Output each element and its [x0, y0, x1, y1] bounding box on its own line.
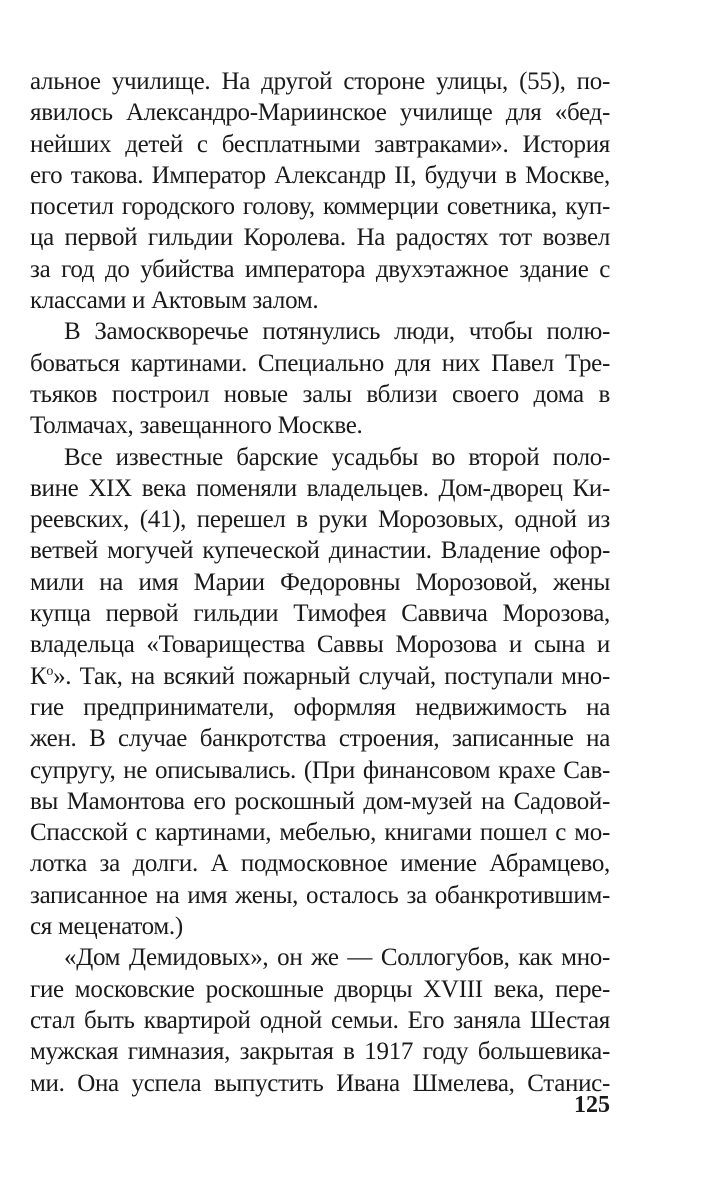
text-line-with-superscript: $К^о$». Так, на всякий пожарный случай, поступали мно- — [30, 662, 610, 690]
text-line: его такова. Император Александр II, будучи в Москве, — [30, 161, 610, 189]
text-line: стал быть квартирой одной семьи. Его заняла Шестая — [30, 1006, 610, 1034]
text-line: владельца «Товарищества Саввы Морозова и сына и — [30, 631, 610, 659]
text-line: жен. В случае банкротства строения, записанные на — [30, 725, 610, 753]
text-line: ца первой гильдии Королева. На радостях тот возвел — [30, 224, 610, 252]
text-line: явилось Александро-Мариинское училище для «бед- — [30, 99, 610, 127]
text-line: лотка за долги. А подмосковное имение Абрамцево, — [30, 850, 610, 878]
text-line: классами и Актовым залом. — [30, 287, 319, 315]
text-line: мили на имя Марии Федоровны Морозовой, жены — [30, 568, 610, 596]
text-line: гие предприниматели, оформляя недвижимость на — [30, 693, 610, 721]
company-abbrev: $К^о$ — [30, 662, 54, 690]
text-line: за год до убийства императора двухэтажное здание с — [30, 255, 610, 283]
text-line: ся меценатом.) — [30, 913, 183, 941]
text-line: боваться картинами. Специально для них Павел Тре- — [30, 349, 610, 377]
text-line: ми. Она успела выпустить Ивана Шмелева, Станис- — [30, 1069, 610, 1097]
text-line: ветвей могучей купеческой династии. Владение офор- — [30, 537, 610, 565]
text-line: гие московские роскошные дворцы XVIII века, пере- — [30, 975, 610, 1003]
text-line: мужская гимназия, закрытая в 1917 году большевика- — [30, 1038, 610, 1066]
text-line: записанное на имя жены, осталось за обанкротившим- — [30, 881, 610, 909]
text-line: купца первой гильдии Тимофея Саввича Морозова, — [30, 600, 610, 628]
page-number: 125 — [574, 1092, 610, 1118]
text-line: супругу, не описывались. (При финансовом крахе Сав- — [30, 756, 610, 784]
text-line: вине XIX века поменяли владельцев. Дом-дворец Ки- — [30, 474, 610, 502]
paragraph-start-line: «Дом Демидовых», он же — Соллогубов, как мно- — [64, 944, 610, 972]
text-line: тьяков построил новые залы вблизи своего дома в — [30, 380, 610, 408]
body-text — [30, 66, 610, 1099]
text-line: вы Мамонтова его роскошный дом-музей на Садовой- — [30, 787, 610, 815]
paragraph-start-line: В Замоскворечье потянулись люди, чтобы полю- — [64, 318, 610, 346]
text-line: реевских, (41), перешел в руки Морозовых, одной из — [30, 506, 610, 534]
text-line: нейших детей с бесплатными завтраками». История — [30, 130, 610, 158]
text-line: Спасской с картинами, мебелью, книгами пошел с мо- — [30, 819, 610, 847]
text-line: альное училище. На другой стороне улицы, (55), по- — [30, 68, 610, 95]
text-line: посетил городского голову, коммерции советника, куп- — [30, 193, 610, 221]
paragraph-start-line: Все известные барские усадьбы во второй поло- — [64, 443, 610, 471]
text-line: Толмачах, завещанного Москве. — [30, 412, 363, 440]
